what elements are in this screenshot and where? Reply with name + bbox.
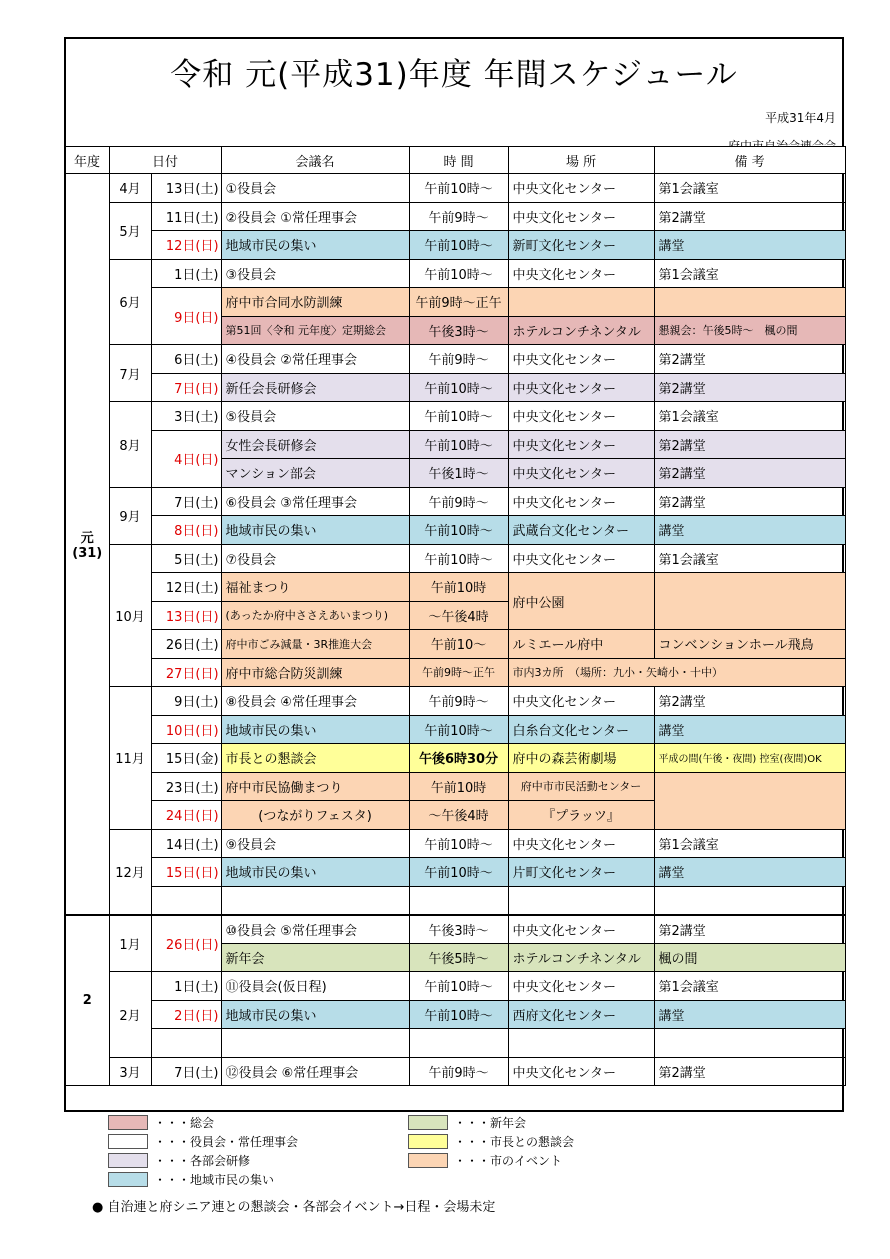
- place-cell: 中央文化センター: [508, 972, 654, 1001]
- table-row: [65, 202, 845, 231]
- date-cell: 9日(日): [151, 288, 221, 345]
- place-cell: 『プラッツ』: [508, 801, 654, 830]
- meeting-cell: 府中市民協働まつり: [221, 772, 409, 801]
- note-cell: 第1会議室: [654, 174, 845, 203]
- time-cell: 午前9時～: [409, 345, 508, 374]
- time-cell: 午前10時～: [409, 829, 508, 858]
- month-cell: 6月: [109, 259, 151, 345]
- time-cell: 午前10時～: [409, 430, 508, 459]
- place-cell: 中央文化センター: [508, 202, 654, 231]
- table-row: [65, 829, 845, 858]
- bullet-icon: ●: [92, 1200, 104, 1215]
- month-cell: 1月: [109, 915, 151, 972]
- note-cell: 講堂: [654, 715, 845, 744]
- date-cell: 10日(日): [151, 715, 221, 744]
- time-cell: 午前10時～: [409, 516, 508, 545]
- legend-label: ・・・新年会: [454, 1116, 527, 1130]
- fiscal-year-cell: 2: [65, 915, 109, 1086]
- date-cell: 7日(日): [151, 373, 221, 402]
- legend-item: [408, 1133, 574, 1150]
- time-cell: 午前10～: [409, 630, 508, 659]
- month-cell: 11月: [109, 687, 151, 830]
- place-cell: 中央文化センター: [508, 345, 654, 374]
- time-cell: 午前9時～: [409, 202, 508, 231]
- note-cell: 第2講堂: [654, 487, 845, 516]
- meeting-cell: (あったか府中ささえあいまつり): [221, 601, 409, 630]
- meeting-cell: マンション部会: [221, 459, 409, 488]
- time-cell: 午前9時～: [409, 687, 508, 716]
- place-cell: [508, 1029, 654, 1058]
- place-cell: 西府文化センター: [508, 1000, 654, 1029]
- fiscal-year-cell: 元 (31): [65, 174, 109, 915]
- table-row: [65, 430, 845, 459]
- time-cell: 午前10時～: [409, 174, 508, 203]
- table-row: [65, 288, 845, 317]
- table-row: [65, 658, 845, 687]
- table-row: [65, 259, 845, 288]
- color-legend: [108, 1114, 708, 1194]
- meeting-cell: 新任会長研修会: [221, 373, 409, 402]
- note-cell: 講堂: [654, 231, 845, 260]
- note-cell: 講堂: [654, 1000, 845, 1029]
- meeting-cell: ⑪役員会(仮日程): [221, 972, 409, 1001]
- time-cell: 午前9時～: [409, 487, 508, 516]
- header-row: [65, 147, 845, 174]
- schedule-table: [64, 146, 846, 1086]
- time-cell: 午前9時～正午: [409, 288, 508, 317]
- meeting-cell: 福祉まつり: [221, 573, 409, 602]
- time-cell: 午前10時～: [409, 972, 508, 1001]
- footnote: [92, 1196, 495, 1215]
- meeting-cell: ⑨役員会: [221, 829, 409, 858]
- legend-item: [108, 1152, 250, 1169]
- date-cell: [151, 1029, 221, 1058]
- meeting-cell: ⑧役員会 ④常任理事会: [221, 687, 409, 716]
- meeting-cell: [221, 886, 409, 915]
- note-cell: 第1会議室: [654, 972, 845, 1001]
- time-cell: 午前10時～: [409, 858, 508, 887]
- note-cell: 平成の間(午後・夜間) 控室(夜間)OK: [654, 744, 845, 773]
- table-row: [65, 573, 845, 602]
- date-cell: 8日(日): [151, 516, 221, 545]
- meeting-cell: 地域市民の集い: [221, 858, 409, 887]
- date-cell: 7日(土): [151, 487, 221, 516]
- table-row: [65, 516, 845, 545]
- time-cell: 午前10時: [409, 573, 508, 602]
- meeting-cell: ④役員会 ②常任理事会: [221, 345, 409, 374]
- legend-item: [108, 1133, 298, 1150]
- month-cell: 3月: [109, 1057, 151, 1086]
- note-cell: 第2講堂: [654, 373, 845, 402]
- date-cell: [151, 886, 221, 915]
- date-cell: 5日(土): [151, 544, 221, 573]
- header-note: 備 考: [654, 147, 845, 174]
- date-cell: 2日(日): [151, 1000, 221, 1029]
- meeting-cell: ⑥役員会 ③常任理事会: [221, 487, 409, 516]
- place-cell: 白糸台文化センター: [508, 715, 654, 744]
- meeting-cell: ⑩役員会 ⑤常任理事会: [221, 915, 409, 944]
- date-cell: 13日(日): [151, 601, 221, 630]
- meeting-cell: 市長との懇談会: [221, 744, 409, 773]
- legend-swatch: [108, 1172, 148, 1187]
- month-cell: 8月: [109, 402, 151, 488]
- note-cell: 第2講堂: [654, 687, 845, 716]
- date-cell: 12日(日): [151, 231, 221, 260]
- place-cell: 中央文化センター: [508, 174, 654, 203]
- table-row: [65, 858, 845, 887]
- place-cell: 中央文化センター: [508, 544, 654, 573]
- table-row: [65, 744, 845, 773]
- time-cell: 午後3時～: [409, 915, 508, 944]
- time-cell: 午前10時～: [409, 715, 508, 744]
- table-row: [65, 687, 845, 716]
- legend-swatch: [108, 1153, 148, 1168]
- date-cell: 6日(土): [151, 345, 221, 374]
- meeting-cell: (つながりフェスタ): [221, 801, 409, 830]
- meeting-cell: 地域市民の集い: [221, 715, 409, 744]
- header-meeting: 会議名: [221, 147, 409, 174]
- month-cell: 10月: [109, 544, 151, 687]
- note-cell: コンベンションホール飛鳥: [654, 630, 845, 659]
- time-cell: 午後3時～: [409, 316, 508, 345]
- note-cell: 第1会議室: [654, 544, 845, 573]
- time-cell: [409, 886, 508, 915]
- meeting-cell: 新年会: [221, 943, 409, 972]
- meeting-cell: ③役員会: [221, 259, 409, 288]
- place-cell: 中央文化センター: [508, 915, 654, 944]
- date-cell: 26日(日): [151, 915, 221, 972]
- table-row: [65, 630, 845, 659]
- note-cell: [654, 288, 845, 317]
- time-cell: 午前9時～正午: [409, 658, 508, 687]
- date-cell: 4日(日): [151, 430, 221, 487]
- table-row: [65, 1000, 845, 1029]
- time-cell: 午前10時～: [409, 231, 508, 260]
- date-cell: 14日(土): [151, 829, 221, 858]
- table-row: [65, 886, 845, 915]
- note-cell: 第1会議室: [654, 829, 845, 858]
- place-cell: 市内3カ所 （場所：九小・矢崎小・十中）: [508, 658, 845, 687]
- place-cell: 中央文化センター: [508, 373, 654, 402]
- date-cell: 3日(土): [151, 402, 221, 431]
- place-cell: ルミエール府中: [508, 630, 654, 659]
- legend-item: [108, 1171, 274, 1188]
- place-cell: 中央文化センター: [508, 259, 654, 288]
- meeting-cell: 府中市ごみ減量・3R推進大会: [221, 630, 409, 659]
- legend-item: [108, 1114, 214, 1131]
- month-cell: 5月: [109, 202, 151, 259]
- table-row: [65, 1029, 845, 1058]
- place-cell: ホテルコンチネンタル: [508, 943, 654, 972]
- legend-swatch: [408, 1134, 448, 1149]
- place-cell: 武蔵台文化センター: [508, 516, 654, 545]
- note-cell: 第2講堂: [654, 1057, 845, 1086]
- place-cell: 新町文化センター: [508, 231, 654, 260]
- table-row: [65, 174, 845, 203]
- meeting-cell: ⑫役員会 ⑥常任理事会: [221, 1057, 409, 1086]
- date-cell: 24日(日): [151, 801, 221, 830]
- note-cell: 懇親会：午後5時～ 楓の間: [654, 316, 845, 345]
- meeting-cell: 地域市民の集い: [221, 231, 409, 260]
- meeting-cell: 地域市民の集い: [221, 516, 409, 545]
- header-time: 時 間: [409, 147, 508, 174]
- footnote-text: 自治連と府シニア連との懇談会・各部会イベント→日程・会場未定: [107, 1200, 496, 1215]
- time-cell: 午後5時～: [409, 943, 508, 972]
- time-cell: [409, 1029, 508, 1058]
- month-cell: 7月: [109, 345, 151, 402]
- note-cell: 第2講堂: [654, 459, 845, 488]
- table-row: [65, 1057, 845, 1086]
- table-row: [65, 715, 845, 744]
- note-cell: [654, 1029, 845, 1058]
- place-cell: ホテルコンチネンタル: [508, 316, 654, 345]
- place-cell: [508, 886, 654, 915]
- time-cell: 午前10時～: [409, 259, 508, 288]
- date-cell: 9日(土): [151, 687, 221, 716]
- month-cell: 4月: [109, 174, 151, 203]
- legend-label: ・・・総会: [154, 1116, 215, 1130]
- time-cell: 午後6時30分: [409, 744, 508, 773]
- date-cell: 13日(土): [151, 174, 221, 203]
- note-cell: 第1会議室: [654, 259, 845, 288]
- place-cell: 中央文化センター: [508, 829, 654, 858]
- note-cell: 第2講堂: [654, 430, 845, 459]
- meeting-cell: ⑦役員会: [221, 544, 409, 573]
- time-cell: 午前10時: [409, 772, 508, 801]
- note-cell: [654, 886, 845, 915]
- note-cell: 第2講堂: [654, 202, 845, 231]
- date-cell: 1日(土): [151, 259, 221, 288]
- table-row: [65, 772, 845, 801]
- note-cell: 講堂: [654, 516, 845, 545]
- place-cell: 府中の森芸術劇場: [508, 744, 654, 773]
- legend-label: ・・・市長との懇談会: [454, 1135, 575, 1149]
- place-cell: 中央文化センター: [508, 487, 654, 516]
- time-cell: 午前10時～: [409, 544, 508, 573]
- date-cell: 26日(土): [151, 630, 221, 659]
- issue-date: 平成31年4月: [765, 111, 836, 125]
- legend-item: [408, 1152, 562, 1169]
- place-cell: 中央文化センター: [508, 1057, 654, 1086]
- legend-swatch: [408, 1153, 448, 1168]
- table-row: [65, 487, 845, 516]
- month-cell: 9月: [109, 487, 151, 544]
- table-row: [65, 373, 845, 402]
- legend-label: ・・・市のイベント: [454, 1154, 563, 1168]
- place-cell: 中央文化センター: [508, 402, 654, 431]
- legend-label: ・・・各部会研修: [154, 1154, 251, 1168]
- table-row: [65, 231, 845, 260]
- place-cell: 府中公園: [508, 573, 654, 630]
- table-row: [65, 544, 845, 573]
- table-row: [65, 345, 845, 374]
- time-cell: ～午後4時: [409, 801, 508, 830]
- meeting-cell: ⑤役員会: [221, 402, 409, 431]
- place-cell: 中央文化センター: [508, 687, 654, 716]
- meeting-cell: 地域市民の集い: [221, 1000, 409, 1029]
- time-cell: 午前10時～: [409, 402, 508, 431]
- note-cell: [654, 573, 845, 630]
- date-cell: 27日(日): [151, 658, 221, 687]
- table-row: [65, 915, 845, 944]
- table-row: [65, 402, 845, 431]
- meeting-cell: 女性会長研修会: [221, 430, 409, 459]
- note-cell: 楓の間: [654, 943, 845, 972]
- date-cell: 15日(金): [151, 744, 221, 773]
- meeting-cell: [221, 1029, 409, 1058]
- meeting-cell: ②役員会 ①常任理事会: [221, 202, 409, 231]
- place-cell: 片町文化センター: [508, 858, 654, 887]
- date-cell: 11日(土): [151, 202, 221, 231]
- meeting-cell: 第51回〈令和 元年度〉定期総会: [221, 316, 409, 345]
- place-cell: 中央文化センター: [508, 459, 654, 488]
- note-cell: 第2講堂: [654, 915, 845, 944]
- date-cell: 1日(土): [151, 972, 221, 1001]
- page-title: 令和 元(平成31)年度 年間スケジュール: [170, 57, 738, 93]
- month-cell: 12月: [109, 829, 151, 915]
- note-cell: 第2講堂: [654, 345, 845, 374]
- table-row: [65, 972, 845, 1001]
- meeting-cell: ①役員会: [221, 174, 409, 203]
- legend-label: ・・・役員会・常任理事会: [154, 1135, 299, 1149]
- date-cell: 7日(土): [151, 1057, 221, 1086]
- time-cell: ～午後4時: [409, 601, 508, 630]
- legend-label: ・・・地域市民の集い: [154, 1173, 275, 1187]
- note-cell: 講堂: [654, 858, 845, 887]
- legend-item: [408, 1114, 526, 1131]
- date-cell: 15日(日): [151, 858, 221, 887]
- header-year: 年度: [65, 147, 109, 174]
- note-cell: 第1会議室: [654, 402, 845, 431]
- legend-swatch: [108, 1134, 148, 1149]
- time-cell: 午後1時～: [409, 459, 508, 488]
- legend-swatch: [108, 1115, 148, 1130]
- time-cell: 午前9時～: [409, 1057, 508, 1086]
- time-cell: 午前10時～: [409, 373, 508, 402]
- header-date: 日付: [109, 147, 221, 174]
- header-place: 場 所: [508, 147, 654, 174]
- place-cell: [508, 288, 654, 317]
- month-cell: 2月: [109, 972, 151, 1058]
- place-cell: 中央文化センター: [508, 430, 654, 459]
- place-cell: 府中市市民活動センター: [508, 772, 654, 801]
- date-cell: 23日(土): [151, 772, 221, 801]
- meeting-cell: 府中市合同水防訓練: [221, 288, 409, 317]
- meeting-cell: 府中市総合防災訓練: [221, 658, 409, 687]
- time-cell: 午前10時～: [409, 1000, 508, 1029]
- legend-swatch: [408, 1115, 448, 1130]
- note-cell: [654, 772, 845, 829]
- date-cell: 12日(土): [151, 573, 221, 602]
